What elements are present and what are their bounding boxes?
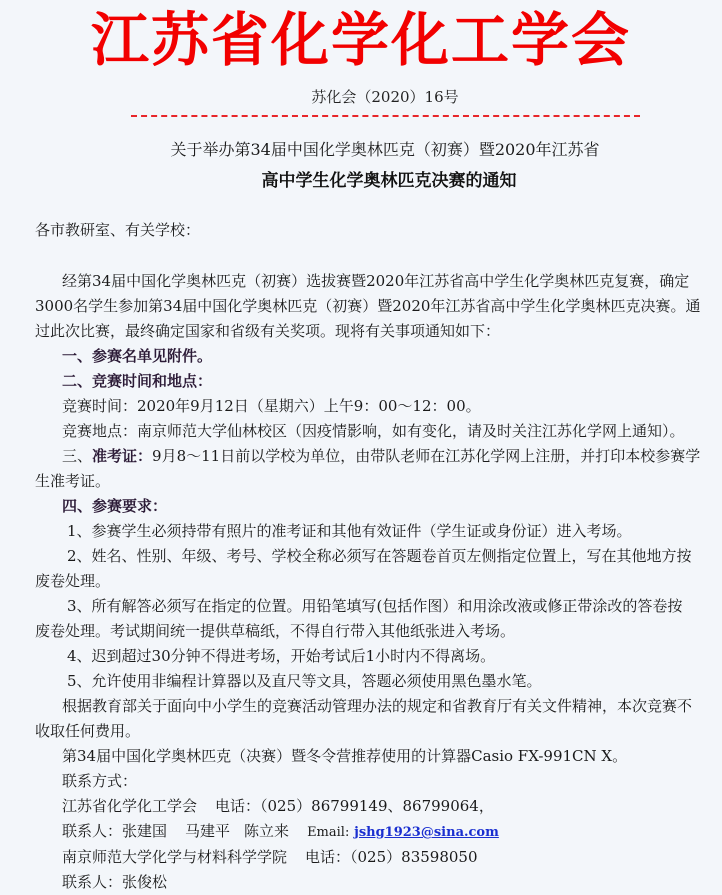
competition-place: 竞赛地点：南京师范大学仙林校区（因疫情影响，如有变化，请及时关注江苏化学网上通知）。	[62, 422, 685, 440]
calculator-note: 第34届中国化学奥林匹克（决赛）暨冬令营推荐使用的计算器Casio FX-991CN X。	[62, 747, 628, 765]
contact-person: 张建国	[122, 822, 168, 840]
intro-line-3: 过此次比赛，最终确定国家和省级有关奖项。现将有关事项通知如下：	[35, 322, 501, 340]
contact-1	[35, 794, 722, 819]
notice-body	[35, 218, 722, 895]
section-3-text: 9月8～11日前以学校为单位，由带队老师在江苏化学网上注册，并打印本校参赛学	[152, 447, 701, 465]
section-3-continued: 生准考证。	[35, 472, 111, 490]
section-2-heading: 二、竞赛时间和地点：	[62, 372, 213, 390]
subject-line-2: 高中学生化学奥林匹克决赛的通知	[261, 171, 517, 191]
fee-statement-continued: 收取任何费用。	[35, 722, 141, 740]
requirement-1: 1、参赛学生必须持带有照片的准考证和其他有效证件（学生证或身份证）进入考场。	[67, 522, 632, 540]
contact-person: 马建平	[185, 822, 231, 840]
competition-time: 竞赛时间：2020年9月12日（星期六）上午9：00～12：00。	[62, 397, 481, 415]
requirement-5: 5、允许使用非编程计算器以及直尺等文具，答题必须使用黑色墨水笔。	[67, 672, 542, 690]
requirement-3-continued: 废卷处理。考试期间统一提供草稿纸，不得自行带入其他纸张进入考场。	[35, 622, 516, 640]
section-1-heading: 一、参赛名单见附件。	[62, 347, 213, 365]
contact-2-people: 联系人：张俊松	[62, 873, 168, 891]
red-dashed-divider	[131, 115, 640, 117]
section-3-heading: 准考证：	[92, 447, 153, 465]
section-3-number: 三、	[62, 447, 93, 465]
requirement-4: 4、迟到超过30分钟不得进考场，开始考试后1小时内不得离场。	[67, 647, 496, 665]
requirement-2-continued: 废卷处理。	[35, 572, 111, 590]
email-link[interactable]: jshg1923@sina.com	[354, 825, 499, 840]
contact-2-phone: 电话：（025）83598050	[305, 848, 478, 866]
intro-line-1: 经第34届中国化学奥林匹克（初赛）选拔赛暨2020年江苏省高中学生化学奥林匹克复赛，确定	[62, 272, 690, 290]
requirement-2: 2、姓名、性别、年级、考号、学校全称必须写在答题卷首页左侧指定位置上，写在其他地方按	[67, 547, 692, 565]
fee-statement: 根据教育部关于面向中小学生的竞赛活动管理办法的规定和省教育厅有关文件精神，本次竞赛不	[62, 697, 693, 715]
section-4-heading: 四、参赛要求：	[62, 497, 168, 515]
contact-label: 联系方式：	[62, 772, 138, 790]
requirement-3: 3、所有解答必须写在指定的位置。用铅笔填写(包括作图）和用涂改液或修正带涂改的答卷按	[67, 597, 683, 615]
contact-people-label: 联系人：	[62, 822, 123, 840]
email-label: Email:	[307, 825, 350, 840]
doc-number: 苏化会（2020）16号	[311, 88, 459, 106]
org-title: 江苏省化学化工学会	[90, 6, 631, 74]
contact-1-people	[35, 819, 722, 845]
contact-2	[35, 845, 722, 870]
contact-1-phone: 电话：（025）86799149、86799064，	[215, 797, 494, 815]
subject-line-1: 关于举办第34届中国化学奥林匹克（初赛）暨2020年江苏省	[170, 140, 600, 159]
contact-2-org: 南京师范大学化学与材料科学学院	[62, 848, 288, 866]
section-3	[35, 444, 722, 469]
contact-1-org: 江苏省化学化工学会	[62, 797, 198, 815]
contact-person: 陈立来	[244, 822, 290, 840]
intro-line-2: 3000名学生参加第34届中国化学奥林匹克（初赛）暨2020年江苏省高中学生化学奥林匹克决赛。通	[35, 297, 701, 315]
salutation: 各市教研室、有关学校：	[35, 221, 201, 239]
